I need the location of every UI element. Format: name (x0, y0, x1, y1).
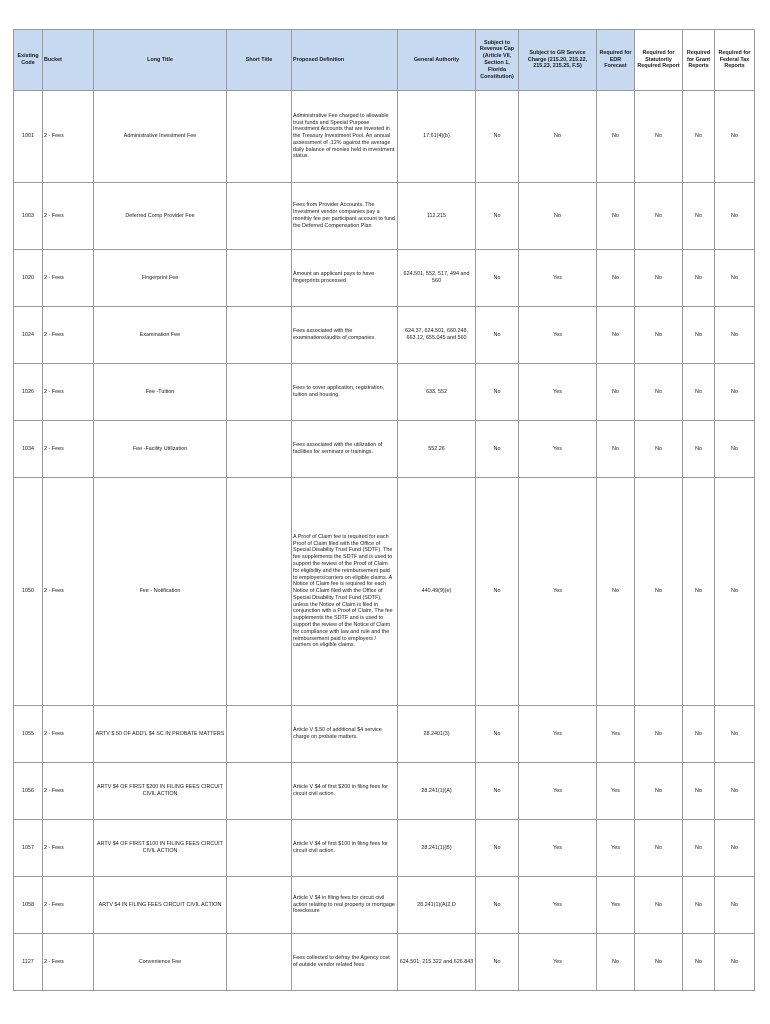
header-existing-code: Existing Code (14, 30, 43, 91)
cell-revenue-cap: No (476, 877, 519, 934)
cell-short-title (227, 183, 292, 250)
cell-grant-reports: No (683, 877, 715, 934)
cell-edr-forecast: No (597, 183, 635, 250)
cell-bucket: 2 - Fees (43, 307, 94, 364)
table-row (14, 421, 755, 478)
cell-edr-forecast: Yes (597, 820, 635, 877)
cell-existing-code: 1058 (14, 877, 43, 934)
cell-grant-reports: No (683, 421, 715, 478)
cell-general-authority: 633, 552 (398, 364, 476, 421)
header-long-title: Long Title (94, 30, 227, 91)
cell-statutory-report: No (635, 421, 683, 478)
cell-revenue-cap: No (476, 820, 519, 877)
cell-edr-forecast: Yes (597, 763, 635, 820)
header-row (14, 30, 755, 91)
cell-bucket: 2 - Fees (43, 250, 94, 307)
cell-edr-forecast: No (597, 934, 635, 991)
cell-bucket: 2 - Fees (43, 877, 94, 934)
cell-grant-reports: No (683, 478, 715, 706)
cell-bucket: 2 - Fees (43, 820, 94, 877)
header-bucket: Bucket (43, 30, 94, 91)
cell-grant-reports: No (683, 183, 715, 250)
cell-edr-forecast: Yes (597, 877, 635, 934)
cell-bucket: 2 - Fees (43, 364, 94, 421)
cell-short-title (227, 91, 292, 183)
cell-federal-tax-reports: No (715, 877, 755, 934)
cell-revenue-cap: No (476, 706, 519, 763)
cell-revenue-cap: No (476, 250, 519, 307)
cell-statutory-report: No (635, 307, 683, 364)
cell-proposed-definition: Fees to cover application, registration, tuition and housing. (292, 364, 398, 421)
cell-long-title: ARTV $4 OF FIRST $200 IN FILING FEES CIRCUIT CIVIL ACTION (94, 763, 227, 820)
cell-statutory-report: No (635, 934, 683, 991)
header-grant-reports: Required for Grant Reports (683, 30, 715, 91)
cell-existing-code: 1056 (14, 763, 43, 820)
table-body (14, 91, 755, 991)
cell-edr-forecast: No (597, 91, 635, 183)
table-row (14, 820, 755, 877)
cell-federal-tax-reports: No (715, 706, 755, 763)
cell-gr-service-charge: Yes (519, 820, 597, 877)
cell-short-title (227, 877, 292, 934)
cell-gr-service-charge: Yes (519, 763, 597, 820)
cell-statutory-report: No (635, 877, 683, 934)
cell-gr-service-charge: No (519, 91, 597, 183)
cell-statutory-report: No (635, 478, 683, 706)
cell-statutory-report: No (635, 91, 683, 183)
cell-short-title (227, 820, 292, 877)
cell-federal-tax-reports: No (715, 307, 755, 364)
cell-general-authority: 28.241(1)(A) (398, 763, 476, 820)
cell-edr-forecast: No (597, 364, 635, 421)
cell-long-title: Fee - Notification (94, 478, 227, 706)
cell-short-title (227, 421, 292, 478)
header-short-title: Short Title (227, 30, 292, 91)
cell-proposed-definition: Fees associated with the examinations/audits of companies. (292, 307, 398, 364)
cell-general-authority: 28.241(1)(B) (398, 820, 476, 877)
cell-proposed-definition: Article V $4 of first $200 in filing fees for circuit civil action. (292, 763, 398, 820)
cell-existing-code: 1127 (14, 934, 43, 991)
cell-bucket: 2 - Fees (43, 934, 94, 991)
cell-bucket: 2 - Fees (43, 421, 94, 478)
cell-existing-code: 1001 (14, 91, 43, 183)
cell-grant-reports: No (683, 820, 715, 877)
cell-bucket: 2 - Fees (43, 183, 94, 250)
cell-bucket: 2 - Fees (43, 478, 94, 706)
cell-short-title (227, 763, 292, 820)
cell-gr-service-charge: Yes (519, 706, 597, 763)
cell-revenue-cap: No (476, 183, 519, 250)
header-federal-tax-reports: Required for Federal Tax Reports (715, 30, 755, 91)
cell-grant-reports: No (683, 706, 715, 763)
cell-bucket: 2 - Fees (43, 91, 94, 183)
cell-general-authority: 28.241(1)(A)2.D (398, 877, 476, 934)
cell-statutory-report: No (635, 763, 683, 820)
header-gr-service-charge: Subject to GR Service Charge (215.20, 215.22, 215.23, 215.25, F.S) (519, 30, 597, 91)
cell-proposed-definition: Administrative Fee charged to allowable trust funds and Special Purpose Investment Accounts that are invested in the Treasury Investment Pool. An annual assessment of .12% against the average daily balance of monies held in investment status. (292, 91, 398, 183)
cell-edr-forecast: No (597, 307, 635, 364)
cell-edr-forecast: Yes (597, 706, 635, 763)
table-row (14, 478, 755, 706)
cell-long-title: Deferred Comp Provider Fee (94, 183, 227, 250)
cell-long-title: Convenience Fee (94, 934, 227, 991)
cell-bucket: 2 - Fees (43, 706, 94, 763)
cell-federal-tax-reports: No (715, 364, 755, 421)
header-statutory-report: Required for Statutorily Required Report (635, 30, 683, 91)
cell-general-authority: 624.501, 552, 517, 494 and 560 (398, 250, 476, 307)
cell-existing-code: 1050 (14, 478, 43, 706)
header-revenue-cap: Subject to Revenue Cap (Article VII, Section 1, Florida Constitution) (476, 30, 519, 91)
cell-general-authority: 17.61(4)(b) (398, 91, 476, 183)
cell-proposed-definition: Article V $4 in filing fees for circuit civil action relating to real property or mortgage foreclosure (292, 877, 398, 934)
cell-federal-tax-reports: No (715, 421, 755, 478)
cell-long-title: ARTV $.50 OF ADD'L $4 SC IN PROBATE MATTERS (94, 706, 227, 763)
cell-existing-code: 1020 (14, 250, 43, 307)
cell-revenue-cap: No (476, 421, 519, 478)
cell-revenue-cap: No (476, 307, 519, 364)
cell-short-title (227, 478, 292, 706)
cell-proposed-definition: Fees collected to defray the Agency cost of outside vendor related fees (292, 934, 398, 991)
cell-long-title: Administrative Investment Fee (94, 91, 227, 183)
header-general-authority: General Authority (398, 30, 476, 91)
cell-statutory-report: No (635, 183, 683, 250)
cell-edr-forecast: No (597, 478, 635, 706)
cell-short-title (227, 706, 292, 763)
table-row (14, 877, 755, 934)
cell-proposed-definition: Article V $.50 of additional $4 service charge on probate matters. (292, 706, 398, 763)
cell-proposed-definition: A Proof of Claim fee is required for each Proof of Claim filed with the Office of Special Disability Trust Fund (SDTF). The fee supplements the SDTF and is used to support the review of the Proof of Claim for eligibility and the reimbursement paid to employers/carriers on eligible claims. A Notice of Claim fee is required for each Notice of Claim filed with the Office of Special Disability Trust Fund (SDTF), unless the Notice of Claim is filed in conjunction with a Proof of Claim. The fee supplements the SDTF and is used to support the review of the Notice of Claim for compliance with law and rule and the reimbursement paid to employers / carriers on eligible claims. (292, 478, 398, 706)
cell-federal-tax-reports: No (715, 820, 755, 877)
cell-edr-forecast: No (597, 250, 635, 307)
cell-general-authority: 112.215 (398, 183, 476, 250)
cell-edr-forecast: No (597, 421, 635, 478)
table-row (14, 307, 755, 364)
cell-grant-reports: No (683, 250, 715, 307)
header-proposed-definition: Proposed Definition (292, 30, 398, 91)
cell-revenue-cap: No (476, 763, 519, 820)
cell-gr-service-charge: Yes (519, 421, 597, 478)
cell-revenue-cap: No (476, 934, 519, 991)
cell-long-title: ARTV $4 OF FIRST $100 IN FILING FEES CIRCUIT CIVIL ACTION (94, 820, 227, 877)
table-row (14, 364, 755, 421)
cell-federal-tax-reports: No (715, 478, 755, 706)
cell-existing-code: 1055 (14, 706, 43, 763)
cell-revenue-cap: No (476, 478, 519, 706)
cell-long-title: Fee -Tuition (94, 364, 227, 421)
cell-revenue-cap: No (476, 364, 519, 421)
cell-grant-reports: No (683, 364, 715, 421)
cell-revenue-cap: No (476, 91, 519, 183)
cell-proposed-definition: Amount an applicant pays to have fingerprints processed (292, 250, 398, 307)
cell-existing-code: 1026 (14, 364, 43, 421)
cell-short-title (227, 307, 292, 364)
cell-general-authority: 28.2401(3) (398, 706, 476, 763)
cell-general-authority: 624.501, 215.322 and 626.843 (398, 934, 476, 991)
cell-existing-code: 1057 (14, 820, 43, 877)
cell-statutory-report: No (635, 250, 683, 307)
cell-long-title: Fingerprint Fee (94, 250, 227, 307)
cell-proposed-definition: Fees associated with the utilization of facilities for seminars or trainings. (292, 421, 398, 478)
table-row (14, 250, 755, 307)
cell-federal-tax-reports: No (715, 763, 755, 820)
cell-existing-code: 1024 (14, 307, 43, 364)
table-row (14, 763, 755, 820)
cell-gr-service-charge: Yes (519, 250, 597, 307)
cell-existing-code: 1003 (14, 183, 43, 250)
cell-proposed-definition: Fees from Provider Accounts. The Investment vendor companies pay a monthly fee per participant account to fund the Deferred Compensation Plan (292, 183, 398, 250)
cell-grant-reports: No (683, 91, 715, 183)
fee-definitions-table (13, 29, 755, 991)
cell-proposed-definition: Article V $4 of first $100 in filing fees for circuit civil action. (292, 820, 398, 877)
cell-short-title (227, 364, 292, 421)
cell-general-authority: 440.49(9)(e) (398, 478, 476, 706)
cell-federal-tax-reports: No (715, 91, 755, 183)
table-row (14, 183, 755, 250)
cell-grant-reports: No (683, 934, 715, 991)
cell-general-authority: 552.26 (398, 421, 476, 478)
cell-gr-service-charge: Yes (519, 934, 597, 991)
cell-short-title (227, 934, 292, 991)
cell-long-title: Examination Fee (94, 307, 227, 364)
table-row (14, 934, 755, 991)
cell-general-authority: 624.37, 624.501, 660.248, 663.12, 655.045 and 560 (398, 307, 476, 364)
cell-gr-service-charge: No (519, 183, 597, 250)
cell-statutory-report: No (635, 706, 683, 763)
table-row (14, 91, 755, 183)
cell-gr-service-charge: Yes (519, 877, 597, 934)
cell-grant-reports: No (683, 307, 715, 364)
cell-gr-service-charge: Yes (519, 478, 597, 706)
cell-long-title: Fee -Facility Utilization (94, 421, 227, 478)
table-row (14, 706, 755, 763)
cell-gr-service-charge: Yes (519, 307, 597, 364)
cell-federal-tax-reports: No (715, 250, 755, 307)
cell-statutory-report: No (635, 820, 683, 877)
cell-statutory-report: No (635, 364, 683, 421)
cell-bucket: 2 - Fees (43, 763, 94, 820)
cell-grant-reports: No (683, 763, 715, 820)
cell-short-title (227, 250, 292, 307)
cell-long-title: ARTV $4 IN FILING FEES CIRCUIT CIVIL ACTION (94, 877, 227, 934)
cell-existing-code: 1034 (14, 421, 43, 478)
cell-federal-tax-reports: No (715, 183, 755, 250)
cell-federal-tax-reports: No (715, 934, 755, 991)
header-edr-forecast: Required for EDR Forecast (597, 30, 635, 91)
cell-gr-service-charge: Yes (519, 364, 597, 421)
